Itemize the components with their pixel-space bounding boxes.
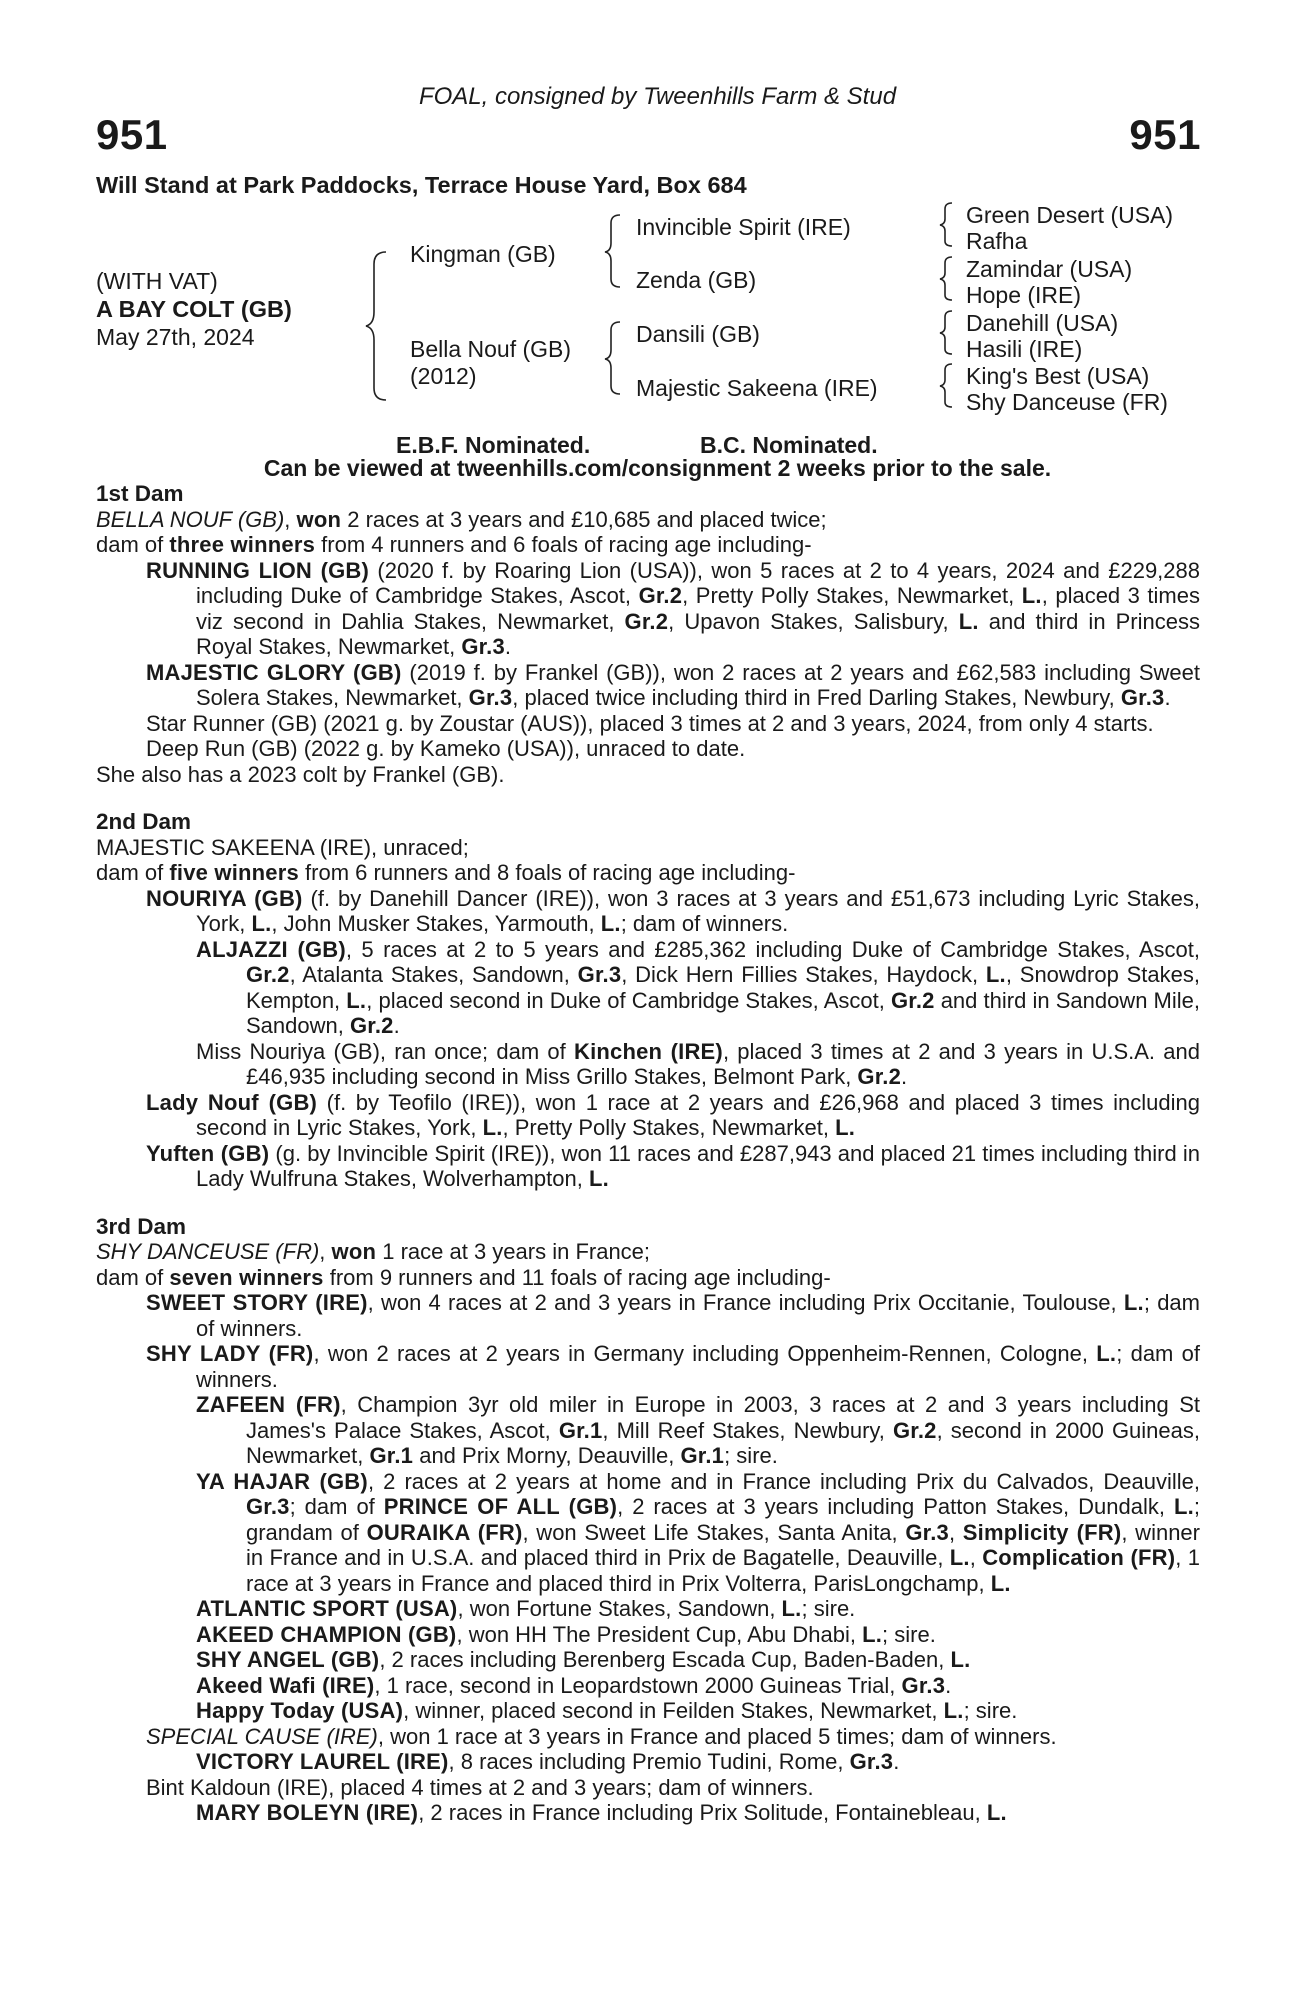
first-dam-produce: dam of three winners from 4 runners and 6 foals of racing age including-	[96, 532, 812, 557]
produce-shy-angel: SHY ANGEL (GB), 2 races including Berenberg Escada Cup, Baden-Baden, L.	[196, 1647, 971, 1672]
produce-akeed-wafi: Akeed Wafi (IRE), 1 race, second in Leopardstown 2000 Guineas Trial, Gr.3.	[196, 1672, 952, 1698]
produce-bint-kaldoun: Bint Kaldoun (IRE), placed 4 times at 2 and 3 years; dam of winners.	[146, 1774, 814, 1800]
produce-miss-nouriya: Miss Nouriya (GB), ran once; dam of Kinchen (IRE), placed 3 times at 2 and 3 years in U.S.A. and £46,935 including second in Miss Grillo Stakes, Belmont Park, Gr.2.	[196, 1038, 1200, 1089]
ggp-5: Danehill (USA)	[966, 310, 1119, 336]
produce-mary-boleyn: MARY BOLEYN (IRE), 2 races in France including Prix Solitude, Fontainebleau, L.	[196, 1800, 1007, 1825]
ggp-brace-2	[940, 255, 954, 301]
produce-majestic-glory: MAJESTIC GLORY (GB) (2019 f. by Frankel (GB)), won 2 races at 2 years and £62,583 including Sweet Solera Stakes, Newmarket, Gr.3, placed twice including third in Fred Darling Stakes, Newbury, Gr.3.	[146, 659, 1200, 710]
produce-star-runner: Star Runner (GB) (2021 g. by Zoustar (AUS)), placed 3 times at 2 and 3 years, 2024, from only 4 starts.	[146, 710, 1154, 736]
lot-number-right: 951	[1129, 111, 1201, 158]
dam-dam: Majestic Sakeena (IRE)	[636, 375, 878, 401]
produce-yuften: Yuften (GB) (g. by Invincible Spirit (IRE)), won 11 races and £287,943 and placed 21 times including third in Lady Wulfruna Stakes, Wolverhampton, L.	[146, 1140, 1200, 1191]
produce-special-cause: SPECIAL CAUSE (IRE), won 1 race at 3 years in France and placed 5 times; dam of winners.	[146, 1723, 1057, 1749]
viewing-note: Can be viewed at tweenhills.com/consignment 2 weeks prior to the sale.	[263, 455, 1052, 481]
ggp-brace-3	[940, 309, 954, 355]
produce-happy-today: Happy Today (USA), winner, placed second in Feilden Stakes, Newmarket, L.; sire.	[196, 1698, 1018, 1723]
ggp-8: Shy Danceuse (FR)	[966, 389, 1168, 415]
produce-zafeen: ZAFEEN (FR), Champion 3yr old miler in Europe in 2003, 3 races at 2 and 3 years including St James's Palace Stakes, Ascot, Gr.1, Mill Reef Stakes, Newbury, Gr.2, second in 2000 Guineas, Newmarket, Gr.1 and Prix Morny, Deauville, Gr.1; sire.	[196, 1392, 1201, 1468]
ggp-1: Green Desert (USA)	[966, 202, 1174, 228]
first-dam-heading: 1st Dam	[96, 481, 184, 506]
third-dam-heading: 3rd Dam	[96, 1213, 187, 1239]
lot-number-left: 951	[96, 111, 168, 158]
produce-nouriya: NOURIYA (GB) (f. by Danehill Dancer (IRE)), won 3 races at 3 years and £51,673 including Lyric Stakes, York, L., John Musker Stakes, Yarmouth, L.; dam of winners.	[146, 885, 1201, 936]
produce-lady-nouf: Lady Nouf (GB) (f. by Teofilo (IRE)), won 1 race at 2 years and £26,968 and placed 3 times including second in Lyric Stakes, York, L., Pretty Polly Stakes, Newmarket, L.	[146, 1089, 1200, 1140]
bc-nomination: B.C. Nominated.	[700, 432, 878, 458]
sire-dam: Zenda (GB)	[636, 267, 757, 293]
second-dam-produce: dam of five winners from 6 runners and 8 foals of racing age including-	[96, 860, 796, 885]
produce-shy-lady: SHY LADY (FR), won 2 races at 2 years in Germany including Oppenheim-Rennen, Cologne, L.; dam of winners.	[146, 1341, 1200, 1392]
produce-running-lion: RUNNING LION (GB) (2020 f. by Roaring Lion (USA)), won 5 races at 2 to 4 years, 2024 and £229,288 including Duke of Cambridge Stakes, Ascot, Gr.2, Pretty Polly Stakes, Newmarket, L., placed 3 times viz second in Dahlia Stakes, Newmarket, Gr.2, Upavon Stakes, Salisbury, L. and third in Princess Royal Stakes, Newmarket, Gr.3.	[146, 557, 1200, 659]
produce-deep-run: Deep Run (GB) (2022 g. by Kameko (USA)), unraced to date.	[146, 736, 746, 761]
ebf-nomination: E.B.F. Nominated.	[396, 432, 591, 458]
first-dam-line: BELLA NOUF (GB), won 2 races at 3 years and £10,685 and placed twice;	[96, 506, 827, 532]
third-dam-produce: dam of seven winners from 9 runners and 11 foals of racing age including-	[96, 1264, 831, 1290]
ggp-3: Zamindar (USA)	[966, 256, 1133, 282]
stand-location: Will Stand at Park Paddocks, Terrace House Yard, Box 684	[96, 172, 747, 198]
dam-year: (2012)	[410, 363, 477, 389]
ggp-4: Hope (IRE)	[966, 282, 1082, 308]
catalogue-body	[96, 481, 1200, 1826]
produce-akeed-champion: AKEED CHAMPION (GB), won HH The President Cup, Abu Dhabi, L.; sire.	[196, 1621, 936, 1647]
pedigree-brace-main	[370, 250, 390, 400]
dam-brace	[606, 320, 622, 396]
dam-sire: Dansili (GB)	[636, 321, 760, 347]
produce-victory-laurel: VICTORY LAUREL (IRE), 8 races including Premio Tudini, Rome, Gr.3.	[196, 1749, 900, 1774]
ggp-2: Rafha	[966, 228, 1028, 254]
sire-brace	[606, 213, 622, 289]
produce-ya-hajar: YA HAJAR (GB), 2 races at 2 years at home and in France including Prix du Calvados, Deauville, Gr.3; dam of PRINCE OF ALL (GB), 2 races at 3 years including Patton Stakes, Dundalk, L.; grandam of OURAIKA (FR), won Sweet Life Stakes, Santa Anita, Gr.3, Simplicity (FR), winner in France and in U.S.A. and placed third in Prix de Bagatelle, Deauville, L., Complication (FR), 1 race at 3 years in France and placed third in Prix Volterra, ParisLongchamp, L.	[196, 1468, 1201, 1596]
horse-name: A BAY COLT (GB)	[96, 296, 292, 322]
produce-atlantic-sport: ATLANTIC SPORT (USA), won Fortune Stakes, Sandown, L.; sire.	[196, 1596, 856, 1621]
sire-sire: Invincible Spirit (IRE)	[636, 214, 851, 240]
ggp-brace-4	[940, 362, 954, 408]
vat-note: (WITH VAT)	[96, 268, 218, 294]
produce-aljazzi: ALJAZZI (GB), 5 races at 2 to 5 years and £285,362 including Duke of Cambridge Stakes, Ascot, Gr.2, Atalanta Stakes, Sandown, Gr.3, Dick Hern Fillies Stakes, Haydock, L., Snowdrop Stakes, Kempton, L., placed second in Duke of Cambridge Stakes, Ascot, Gr.2 and third in Sandown Mile, Sandown, Gr.2.	[196, 936, 1201, 1038]
dam-name: Bella Nouf (GB)	[410, 336, 572, 362]
ggp-brace-1	[940, 201, 954, 247]
consignor-line: FOAL, consigned by Tweenhills Farm & Stud	[418, 83, 897, 110]
ggp-7: King's Best (USA)	[966, 363, 1150, 389]
ggp-6: Hasili (IRE)	[966, 336, 1083, 362]
second-dam-line: MAJESTIC SAKEENA (IRE), unraced;	[96, 834, 469, 860]
second-dam-heading: 2nd Dam	[96, 809, 192, 834]
produce-2023-colt: She also has a 2023 colt by Frankel (GB).	[96, 761, 505, 787]
produce-sweet-story: SWEET STORY (IRE), won 4 races at 2 and 3 years in France including Prix Occitanie, Toulouse, L.; dam of winners.	[146, 1290, 1200, 1341]
third-dam-line: SHY DANCEUSE (FR), won 1 race at 3 years in France;	[96, 1239, 651, 1264]
foaling-date: May 27th, 2024	[96, 324, 255, 350]
sire-name: Kingman (GB)	[410, 241, 556, 267]
